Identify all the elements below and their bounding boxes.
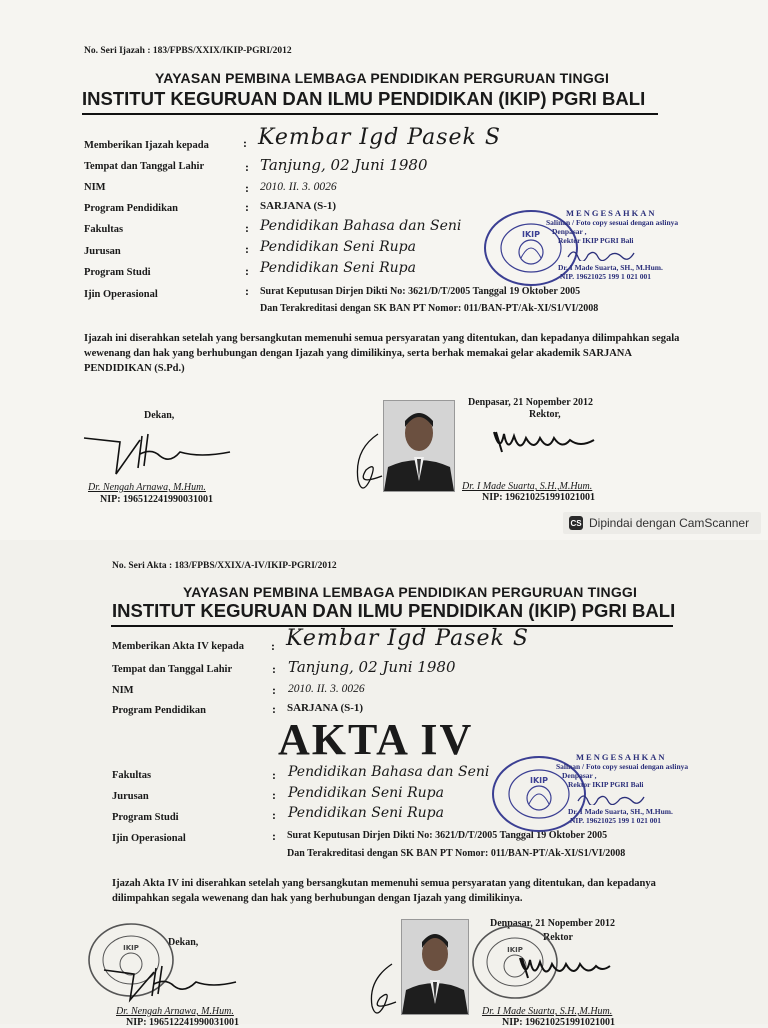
colon: : (272, 768, 276, 782)
colon: : (245, 181, 249, 195)
legalization-name: Dr. I Made Suarta, SH., M.Hum. (558, 263, 663, 272)
rector-nip: NIP: 196210251991021001 (482, 492, 596, 503)
rector-name: Dr. I Made Suarta, S.H.,M.Hum. (482, 1006, 613, 1017)
serial-number: No. Seri Akta : 183/FPBS/XXIX/A-IV/IKIP-PGRI/2012 (112, 561, 337, 571)
dean-nip: NIP: 196512241990031001 (100, 494, 214, 505)
certificate-paragraph: Ijazah Akta IV ini diserahkan setelah yang bersangkutan memenuhi semua persyaratan yang ditentukan, dan kepadanya dilimpahkan segala wewenang dan hak yang berhubungan dengan Ijazah yang dimilikinya. (112, 878, 656, 904)
dean-signature (80, 428, 240, 478)
header-rule (82, 113, 658, 115)
legalization-title: MENGESAHKAN (566, 208, 657, 218)
colon: : (272, 702, 276, 716)
camscanner-icon: CS (569, 516, 583, 530)
foundation-name: YAYASAN PEMBINA LEMBAGA PENDIDIKAN PERGURUAN TINGGI (183, 584, 638, 600)
svg-text:IKIP: IKIP (521, 230, 541, 239)
colon: : (271, 639, 275, 653)
accreditation-text: Dan Terakreditasi dengan SK BAN PT Nomor: 011/BAN-PT/Ak-XI/S1/VI/2008 (260, 303, 599, 314)
dean-nip: NIP: 196512241990031001 (126, 1017, 240, 1028)
svg-text:IKIP: IKIP (507, 946, 523, 954)
program-value: SARJANA (S-1) (287, 702, 364, 714)
field-label-birth: Tempat dan Tanggal Lahir (84, 161, 205, 172)
colon: : (272, 808, 276, 822)
legalization-nip: NIP. 19621025 199 1 021 001 (560, 272, 651, 281)
faculty-value: Pendidikan Bahasa dan Seni (288, 764, 490, 780)
study-program-value: Pendidikan Seni Rupa (260, 260, 416, 276)
field-label-recipient: Memberikan Ijazah kepada (84, 140, 209, 151)
field-label-faculty: Fakultas (84, 224, 124, 235)
license-value: Surat Keputusan Dirjen Dikti No: 3621/D/T/2005 Tanggal 19 Oktober 2005 (260, 286, 581, 297)
graduate-photo (383, 400, 455, 492)
legalization-line1: Salinan / Foto copy sesuai dengan aslinya (546, 218, 679, 227)
rector-signature (490, 424, 600, 458)
place-date: Denpasar, 21 Nopember 2012 (490, 918, 616, 929)
camscanner-label: Dipindai dengan CamScanner (589, 516, 750, 530)
field-label-birth: Tempat dan Tanggal Lahir (112, 664, 233, 675)
field-label-faculty: Fakultas (112, 770, 152, 781)
field-label-department: Jurusan (84, 246, 121, 257)
legalization-line1: Salinan / Foto copy sesuai dengan aslinya (556, 762, 689, 771)
department-value: Pendidikan Seni Rupa (288, 785, 444, 801)
certificate-paragraph: Ijazah ini diserahkan setelah yang bersangkutan memenuhi semua persyaratan yang ditentukan, dan kepadanya dilimpahkan segala wewenang dan hak yang berhubungan dengan Ijazah yang dimilikinya, serta berhak memakai gelar akademik SARJANA PENDIDIKAN (S.Pd.) (84, 333, 680, 374)
dean-name: Dr. Nengah Arnawa, M.Hum. (88, 482, 206, 493)
akta-title: AKTA IV (278, 715, 474, 764)
field-label-nim: NIM (112, 685, 134, 696)
field-label-recipient: Memberikan Akta IV kepada (112, 641, 244, 652)
field-label-program: Program Pendidikan (84, 203, 179, 214)
camscanner-badge (563, 512, 761, 534)
legalization-title: MENGESAHKAN (576, 752, 667, 762)
colon: : (245, 200, 249, 214)
rector-title: Rektor (543, 932, 573, 943)
birth-place-date: Tanjung, 02 Juni 1980 (288, 658, 456, 676)
legalization-line3: Rektor IKIP PGRI Bali (568, 780, 644, 789)
dean-title: Dekan, (144, 410, 175, 421)
accreditation-text: Dan Terakreditasi dengan SK BAN PT Nomor: 011/BAN-PT/Ak-XI/S1/VI/2008 (287, 848, 626, 859)
program-value: SARJANA (S-1) (260, 200, 337, 212)
field-label-license: Ijin Operasional (84, 289, 158, 300)
colon: : (245, 221, 249, 235)
department-value: Pendidikan Seni Rupa (260, 239, 416, 255)
license-value: Surat Keputusan Dirjen Dikti No: 3621/D/T/2005 Tanggal 19 Oktober 2005 (287, 830, 608, 841)
photo-stamp-signature (362, 960, 402, 1024)
field-label-license: Ijin Operasional (112, 833, 186, 844)
colon: : (245, 284, 249, 298)
legalization-name: Dr. I Made Suarta, SH., M.Hum. (568, 807, 673, 816)
field-label-department: Jurusan (112, 791, 149, 802)
serial-number: No. Seri Ijazah : 183/FPBS/XXIX/IKIP-PGRI/2012 (84, 46, 292, 56)
foundation-name: YAYASAN PEMBINA LEMBAGA PENDIDIKAN PERGURUAN TINGGI (155, 70, 610, 86)
nim-value: 2010. II. 3. 0026 (260, 181, 337, 193)
rector-nip: NIP: 196210251991021001 (502, 1017, 616, 1028)
legalization-line3: Rektor IKIP PGRI Bali (558, 236, 634, 245)
legalization-signature (576, 789, 646, 805)
colon: : (272, 788, 276, 802)
field-label-study-program: Program Studi (112, 812, 179, 823)
legalization-line2: Denpasar , (562, 771, 597, 780)
place-date: Denpasar, 21 Nopember 2012 (468, 397, 594, 408)
dean-name: Dr. Nengah Arnawa, M.Hum. (116, 1006, 234, 1017)
dean-signature (100, 960, 240, 1004)
colon: : (272, 683, 276, 697)
nim-value: 2010. II. 3. 0026 (288, 683, 365, 695)
birth-place-date: Tanjung, 02 Juni 1980 (260, 156, 428, 174)
recipient-name: Kembar Igd Pasek S (286, 626, 529, 651)
colon: : (243, 136, 247, 150)
recipient-name: Kembar Igd Pasek S (258, 125, 501, 150)
graduate-photo (401, 919, 469, 1015)
legalization-nip: NIP. 19621025 199 1 021 001 (570, 816, 661, 825)
rector-title: Rektor, (529, 409, 561, 420)
legalization-line2: Denpasar , (552, 227, 587, 236)
photo-stamp-signature (348, 430, 388, 500)
study-program-value: Pendidikan Seni Rupa (288, 805, 444, 821)
svg-text:IKIP: IKIP (123, 944, 139, 952)
svg-text:IKIP: IKIP (529, 776, 549, 785)
colon: : (245, 264, 249, 278)
rector-signature (516, 950, 612, 984)
colon: : (245, 160, 249, 174)
legalization-block (546, 208, 679, 281)
faculty-value: Pendidikan Bahasa dan Seni (260, 218, 462, 234)
field-label-study-program: Program Studi (84, 267, 151, 278)
institute-name: INSTITUT KEGURUAN DAN ILMU PENDIDIKAN (IKIP) PGRI BALI (82, 88, 646, 109)
legalization-block (556, 752, 689, 825)
legalization-signature (566, 245, 636, 261)
institute-name: INSTITUT KEGURUAN DAN ILMU PENDIDIKAN (IKIP) PGRI BALI (112, 600, 676, 621)
dean-title: Dekan, (168, 937, 199, 948)
field-label-nim: NIM (84, 182, 106, 193)
field-label-program: Program Pendidikan (112, 705, 207, 716)
colon: : (272, 662, 276, 676)
akta-iv-certificate (0, 540, 768, 1028)
rector-name: Dr. I Made Suarta, S.H.,M.Hum. (462, 481, 593, 492)
colon: : (272, 829, 276, 843)
colon: : (245, 242, 249, 256)
